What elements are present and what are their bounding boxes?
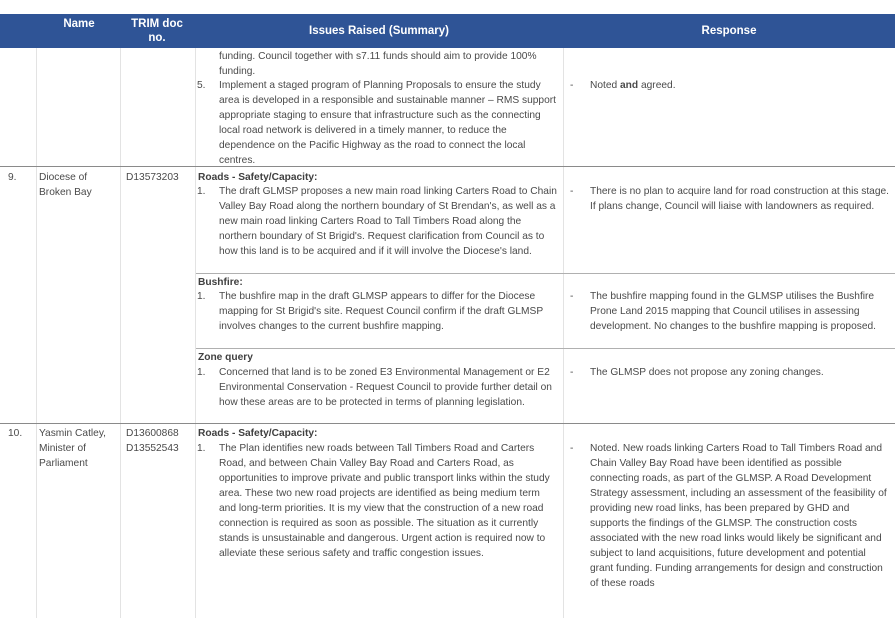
- bullet-dash: -: [570, 291, 574, 302]
- item-text: The Plan identifies new roads between Tall Timbers Road and Carters Road, and between Chain Valley Bay Road and Carters Road, as opportunities to improve private and public transport links within the study area. These two new road projects are identified as being medium term and long-term priorities. It is my view that the construction of a new road connection is required as soon as possible. The situation as it currently stands is unsustainable and dangerous. Urgent action is required now to alleviate these serious safety and traffic congestion issues.: [219, 443, 550, 559]
- header-issues: Issues Raised (Summary): [309, 25, 449, 37]
- column-divider: [36, 48, 37, 618]
- row-number: 9.: [8, 172, 17, 183]
- section-divider: [196, 348, 895, 349]
- submitter-name: Yasmin Catley, Minister of Parliament: [39, 428, 106, 469]
- section-divider: [196, 273, 895, 274]
- column-divider: [120, 48, 121, 618]
- row-divider: [0, 423, 895, 424]
- item-number: 1.: [197, 443, 206, 454]
- item-text: The bushfire map in the draft GLMSP appears to differ for the Diocese mapping for St Brigid's site. Request Council confirm if the draft GLMSP involves changes to the current bushfire mapping.: [219, 291, 543, 332]
- column-divider: [195, 48, 196, 618]
- item-number: 5.: [197, 80, 206, 91]
- header-trim: TRIM doc no.: [131, 18, 183, 44]
- bullet-dash: -: [570, 186, 574, 197]
- section-heading: Zone query: [198, 352, 253, 363]
- item-number: 1.: [197, 367, 206, 378]
- response-text: The bushfire mapping found in the GLMSP utilises the Bushfire Prone Land 2015 mapping that Council utilises in assessing development. No changes to the bushfire mapping is proposed.: [590, 291, 876, 332]
- row-number: 10.: [8, 428, 23, 439]
- column-divider: [563, 48, 564, 618]
- section-heading: Bushfire:: [198, 277, 243, 288]
- trim-doc-number: D13600868: [126, 428, 179, 439]
- item-text: The draft GLMSP proposes a new main road linking Carters Road to Chain Valley Bay Road along the northern boundary of St Brendan's, as well as a new main road linking Carters Road to Tall Timbers Road along the northern boundary of St Brigid's. Request clarification from Council as to how this land is to be acquired and if it will involve the Diocese's land.: [219, 186, 557, 257]
- header-name: Name: [63, 18, 95, 30]
- submitter-name: Diocese of Broken Bay: [39, 172, 92, 198]
- item-number: 1.: [197, 291, 206, 302]
- section-heading: Roads - Safety/Capacity:: [198, 172, 318, 183]
- response-text: Noted and agreed.: [590, 80, 676, 91]
- response-text: The GLMSP does not propose any zoning changes.: [590, 367, 824, 378]
- item-text: Implement a staged program of Planning Proposals to ensure the study area is developed in a responsible and sustainable manner – RMS support appropriate staging to ensure that infrastructure such as the connecting local road network is delivered in a timely manner, to reduce the dependence on the Pacific Highway as the road to connect the local centres.: [219, 80, 556, 166]
- bullet-dash: -: [570, 367, 574, 378]
- row-divider: [0, 166, 895, 167]
- trim-doc-number: D13573203: [126, 172, 179, 183]
- item-text: Concerned that land is to be zoned E3 Environmental Management or E2 Environmental Conservation - Request Council to provide further detail on how these areas are to be protected in terms of planning legislation.: [219, 367, 552, 408]
- issue-continuation: funding. Council together with s7.11 funds should aim to provide 100% funding.: [219, 51, 537, 77]
- table-header: [0, 14, 895, 48]
- section-heading: Roads - Safety/Capacity:: [198, 428, 318, 439]
- response-text: Noted. New roads linking Carters Road to Tall Timbers Road and Chain Valley Bay Road have been identified as possible connecting roads, as part of the GLMSP. A Road Development Strategy assessment, including an assessment of the feasibility of providing new road links, has been prepared by GHD and supports the findings of the GLMSP. The construction costs associated with the new road links would likely be significant and subject to land acquisitions, future development and potential grant funding. Funding arrangements for design and construction of these roads: [590, 443, 887, 589]
- item-number: 1.: [197, 186, 206, 197]
- bullet-dash: -: [570, 443, 574, 454]
- response-text: There is no plan to acquire land for road construction at this stage. If plans change, Council will liaise with landowners as required.: [590, 186, 890, 212]
- trim-doc-number: D13552543: [126, 443, 179, 454]
- bullet-dash: -: [570, 80, 574, 91]
- header-response: Response: [701, 25, 757, 37]
